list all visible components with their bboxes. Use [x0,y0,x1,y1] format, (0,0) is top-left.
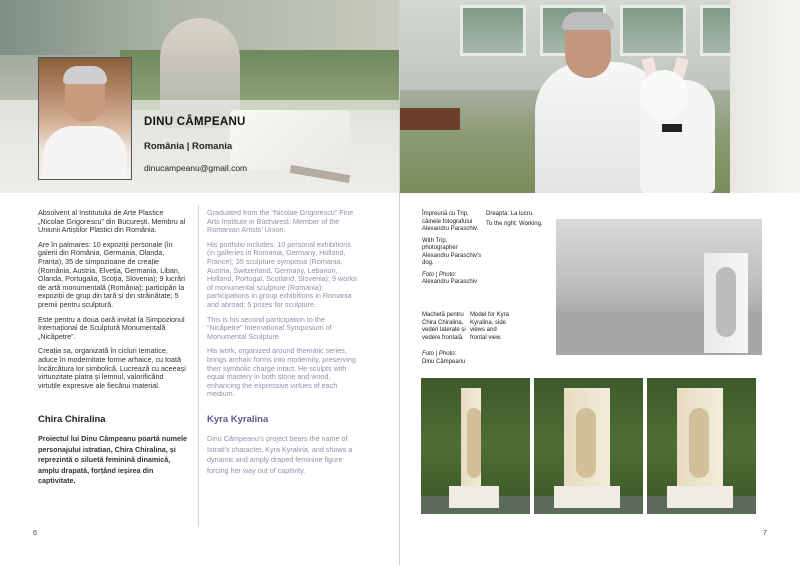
work-description-en: Dinu Câmpeanu’s project bears the name of Istrati’s character, Kyra Kyralina, and shows a dynamic and amply draped feminine figure forcing her way out of captivity. [207,434,353,475]
caption-model-credit: Foto | Photo: Dinu Câmpeanu [422,351,466,365]
dog-collar [662,124,682,132]
left-page [0,0,399,565]
bio-ro-paragraph: Creația sa, organizată în cicluri tematice, aduce în modernitate forme arhaice, cu toată încărcătura lor simbolică. Lucrează cu aceeași virtuozitate piatra și lemnul, valorificând virtuțile expresive ale fiecărui material. [38,346,186,390]
page-number-right: 7 [763,530,767,537]
right-page [400,0,800,565]
caption-dog-photo [422,211,482,287]
work-title-ro: Chira Chiralina [38,414,106,425]
work-description-ro: Proiectul lui Dinu Câmpeanu poartă numele personajului istratian, Chira Chiralina, și reprezintă o siluetă feminină dinamică, amplu drapată, forțând ieșirea din captivitate. [38,434,187,486]
working-photo-bw [556,219,762,355]
bench [400,108,460,130]
column-divider [198,205,199,527]
dog-head [640,70,688,120]
bio-en-paragraph: Graduated from the “Nicolae Grigorescu” Fine Arts Institute in Bucharest. Member of the Romanian Artists’ Union. [207,208,354,235]
artist-email[interactable]: dinucampeanu@gmail.com [144,163,248,173]
model-side-view-1 [421,378,530,514]
bio-en-paragraph: This is his second participation to the “Nicăpetre” International Symposium of Monumental Sculpture. [207,314,332,341]
page-number-left: 6 [33,530,37,537]
bio-en-paragraph: His work, organized around thematic series, brings archaic forms into modernity, preserving their symbolic charge intact. He sculpts with equal mastery in both stone and wood, enhancing the expressive virtues of each medium. [207,346,356,399]
caption-dog-ro: Împreună cu Trip, câinele fotografului Alexandru Paraschiv. [422,211,479,232]
caption-working-ro: Dreapta: La lucru. [486,211,534,217]
bio-en-paragraph: His portfolio includes: 10 personal exhibitions (in galleries in Romania, Germany, Holland, France); 35 sculpture symposia (Romania, Austria, Switzerland, Germany, Lebanon, Holland, Portugal, Scotland, Slovenia); 9 works of monumental sculpture (Romania); participations in group exhibitions in Romania and abroad; 5 prizes for sculpture. [207,239,357,309]
biography-english [207,209,359,405]
model-frontal-view [647,378,756,514]
window [620,5,686,56]
caption-working-photo [486,211,548,228]
caption-credit-label: Foto | Photo: [422,271,457,278]
caption-dog-en: With Trip, photographer Alexandru Paraschiv's dog. [422,237,482,266]
bio-ro-paragraph: Absolvent al Institutului de Arte Plastice „Nicolae Grigorescu” din București. Membru al Uniunii Artiștilor Plastici din România. [38,208,186,235]
caption-credit: Alexandru Paraschiv [422,279,478,285]
model-side-view-2 [534,378,643,514]
bio-ro-paragraph: Are în palmares: 10 expoziții personale (în galerii din România, Germania, Olanda, Franța); 35 de simpozioane de creație (România, Austria, Elveția, Germania, Liban, Olanda, Portugalia, Scoția, Slovenia); 9 lucrări de artă monumentală (România); participări la expoziții de grup din țară și din străinătate; 5 premii pentru sculptură. [38,239,186,309]
caption-working-en: To the right: Working. [486,220,543,227]
artist-country: România | Romania [144,141,233,152]
banner-photo-left [0,0,399,193]
banner-photo-right [400,0,800,193]
caption-model-ro: Machetă pentru Chira Chiralina, vederi laterale și vedere frontală. [422,312,466,341]
work-title-en: Kyra Kyralina [207,414,269,425]
bio-ro-paragraph: Este pentru a doua oară invitat la Simpozionul Internațional de Sculptură Monumentală „Nicăpetre”. [38,314,185,341]
window [460,5,526,56]
artist-name: DINU CÂMPEANU [144,116,246,128]
biography-romanian [38,209,188,396]
statue-edge [730,0,800,193]
caption-model-en: Model for Kyra Kyralina, side views and frontal view. [470,312,510,341]
artist-portrait [38,57,132,180]
carved-figure [716,267,736,337]
